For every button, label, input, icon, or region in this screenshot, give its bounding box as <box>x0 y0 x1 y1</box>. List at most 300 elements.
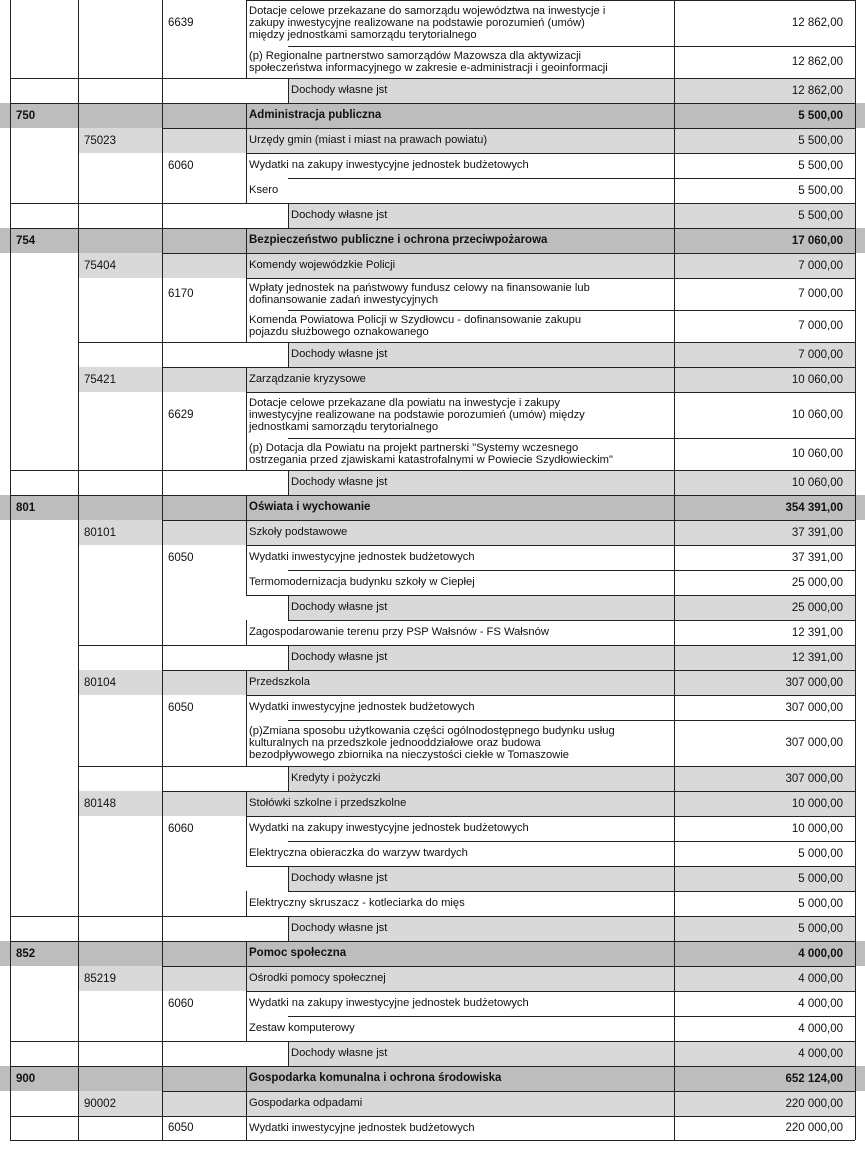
table-row-dzial <box>0 941 865 966</box>
row-amount: 7 000,00 <box>798 320 843 332</box>
table-row-paragraf <box>0 695 865 720</box>
row-divider <box>288 438 855 439</box>
column-divider <box>78 438 79 470</box>
column-divider <box>246 570 247 595</box>
column-divider <box>10 966 11 991</box>
column-divider <box>162 103 163 128</box>
row-code: 6629 <box>168 409 194 421</box>
row-code: 6639 <box>168 17 194 29</box>
column-divider <box>674 1091 675 1116</box>
column-divider <box>674 1016 675 1041</box>
column-divider <box>78 253 79 278</box>
row-amount: 4 000,00 <box>798 1022 843 1035</box>
row-code: 6050 <box>168 551 194 564</box>
column-divider <box>162 495 163 520</box>
row-code: 85219 <box>84 972 116 985</box>
column-divider <box>162 310 163 342</box>
column-divider <box>162 570 163 595</box>
row-divider <box>162 520 855 521</box>
row-amount: 354 391,00 <box>785 501 843 514</box>
column-divider <box>246 278 247 310</box>
row-description: Elektryczna obieraczka do warzyw twardych <box>249 847 468 860</box>
row-description: Oświata i wychowanie <box>249 501 371 514</box>
column-divider <box>10 645 11 670</box>
row-divider <box>10 228 855 229</box>
column-divider <box>10 310 11 342</box>
column-divider <box>855 866 856 891</box>
column-divider <box>246 253 247 278</box>
table-row-zrodlo <box>0 645 865 670</box>
row-code: 754 <box>16 234 36 247</box>
column-divider <box>10 178 11 203</box>
column-divider <box>78 78 79 103</box>
column-divider <box>855 816 856 841</box>
row-divider <box>10 203 855 204</box>
column-divider <box>78 203 79 228</box>
row-divider <box>78 342 855 343</box>
table-row-dzial <box>0 495 865 520</box>
column-divider <box>78 367 79 392</box>
column-divider <box>855 991 856 1016</box>
column-divider <box>855 791 856 816</box>
row-amount: 7 000,00 <box>798 259 843 272</box>
column-divider <box>674 495 675 520</box>
column-divider <box>162 342 163 367</box>
row-description: Wydatki inwestycyjne jednostek budżetowych <box>249 1121 475 1134</box>
row-description: Wydatki inwestycyjne jednostek budżetowych <box>249 551 475 564</box>
column-divider <box>10 816 11 841</box>
column-divider <box>10 103 11 128</box>
column-divider <box>674 766 675 791</box>
row-code: 90002 <box>84 1097 116 1110</box>
column-divider <box>78 1091 79 1116</box>
column-divider <box>78 791 79 816</box>
column-divider <box>246 720 247 766</box>
column-divider <box>78 1041 79 1066</box>
column-divider <box>78 470 79 495</box>
column-divider <box>246 392 247 438</box>
column-divider <box>674 570 675 595</box>
row-description: Pomoc społeczna <box>249 947 347 960</box>
row-description: Komenda Powiatowa Policji w Szydłowcu - dofinansowanie zakupu pojazdu służbowego oznakowanego <box>249 313 582 338</box>
column-divider <box>674 891 675 916</box>
table-row-rozdzial <box>0 791 865 816</box>
column-divider <box>78 1016 79 1041</box>
table-row-paragraf <box>0 153 865 178</box>
column-divider <box>674 670 675 695</box>
row-amount: 7 000,00 <box>798 288 843 300</box>
row-description: Komendy wojewódzkie Policji <box>249 259 396 272</box>
row-divider <box>246 153 855 154</box>
row-description: Bezpieczeństwo publiczne i ochrona przeciwpożarowa <box>249 234 548 247</box>
column-divider <box>855 620 856 645</box>
row-description: Dochody własne jst <box>288 78 674 103</box>
table-row-paragraf <box>0 991 865 1016</box>
column-divider <box>855 128 856 153</box>
column-divider <box>162 46 163 78</box>
column-divider <box>162 470 163 495</box>
row-divider <box>288 841 855 842</box>
row-amount: 12 862,00 <box>674 78 855 103</box>
row-code: 75421 <box>84 373 116 386</box>
column-divider <box>674 695 675 720</box>
column-divider <box>78 866 79 891</box>
column-divider <box>246 520 247 545</box>
column-divider <box>855 438 856 470</box>
row-description: Administracja publiczna <box>249 109 382 122</box>
row-amount: 5 000,00 <box>798 897 843 910</box>
column-divider <box>10 570 11 595</box>
column-divider <box>78 0 79 46</box>
column-divider <box>855 310 856 342</box>
column-divider <box>246 495 247 520</box>
row-description: Dotacje celowe przekazane dla powiatu na inwestycje i zakupy inwestycyjne realizowane na podstawie porozumień (umów) między jednostkami samorządu terytorialnego <box>249 396 585 434</box>
column-divider <box>674 866 675 891</box>
table-row-dzial <box>0 103 865 128</box>
column-divider <box>78 520 79 545</box>
row-description: (p) Regionalne partnerstwo samorządów Mazowsza dla aktywizacji społeczeństwa informacyjnego w zakresie e-administracji i geoinformacji <box>249 49 608 74</box>
column-divider <box>674 1116 675 1140</box>
row-amount: 220 000,00 <box>785 1097 843 1110</box>
column-divider <box>10 841 11 866</box>
column-divider <box>246 153 247 178</box>
row-divider <box>288 720 855 721</box>
column-divider <box>855 470 856 495</box>
column-divider <box>855 891 856 916</box>
column-divider <box>78 342 79 367</box>
row-description: Elektryczny skruszacz - kotleciarka do mięs <box>249 897 465 910</box>
column-divider <box>78 278 79 310</box>
column-divider <box>246 670 247 695</box>
table-row-zadanie <box>0 1016 865 1041</box>
row-code: 6060 <box>168 822 194 835</box>
column-divider <box>78 816 79 841</box>
column-divider <box>674 520 675 545</box>
column-divider <box>855 1041 856 1066</box>
row-amount: 652 124,00 <box>785 1072 843 1085</box>
column-divider <box>855 595 856 620</box>
column-divider <box>162 645 163 670</box>
column-divider <box>674 78 675 103</box>
column-divider <box>288 342 289 367</box>
column-divider <box>246 0 247 46</box>
table-row-zadanie <box>0 620 865 645</box>
column-divider <box>78 841 79 866</box>
column-divider <box>674 645 675 670</box>
column-divider <box>855 695 856 720</box>
column-divider <box>78 228 79 253</box>
column-divider <box>162 228 163 253</box>
column-divider <box>246 620 247 645</box>
column-divider <box>162 791 163 816</box>
row-divider <box>288 1016 855 1017</box>
column-divider <box>162 966 163 991</box>
column-divider <box>10 438 11 470</box>
column-divider <box>78 941 79 966</box>
row-divider <box>288 570 855 571</box>
column-divider <box>78 103 79 128</box>
column-divider <box>78 545 79 570</box>
column-divider <box>162 866 163 891</box>
table-row-paragraf <box>0 392 865 438</box>
row-divider <box>10 1041 855 1042</box>
row-divider <box>288 310 855 311</box>
column-divider <box>10 1016 11 1041</box>
column-divider <box>855 1091 856 1116</box>
column-divider <box>10 1041 11 1066</box>
column-divider <box>162 891 163 916</box>
column-divider <box>288 203 289 228</box>
table-row-rozdzial <box>0 966 865 991</box>
table-row-rozdzial <box>0 367 865 392</box>
row-description: Gospodarka komunalna i ochrona środowiska <box>249 1072 502 1085</box>
column-divider <box>855 228 856 253</box>
row-divider <box>246 545 855 546</box>
column-divider <box>78 645 79 670</box>
column-divider <box>674 595 675 620</box>
column-divider <box>674 1041 675 1066</box>
column-divider <box>855 0 856 46</box>
column-divider <box>162 253 163 278</box>
table-row-zrodlo <box>0 766 865 791</box>
table-row-zrodlo <box>0 866 865 891</box>
column-divider <box>674 342 675 367</box>
column-divider <box>10 766 11 791</box>
row-amount: 10 060,00 <box>674 470 855 495</box>
column-divider <box>162 695 163 720</box>
column-divider <box>674 310 675 342</box>
row-amount: 7 000,00 <box>674 342 855 367</box>
column-divider <box>855 720 856 766</box>
column-divider <box>162 941 163 966</box>
column-divider <box>10 941 11 966</box>
column-divider <box>78 1066 79 1091</box>
row-divider <box>78 766 855 767</box>
table-row-paragraf <box>0 816 865 841</box>
column-divider <box>246 1066 247 1091</box>
column-divider <box>78 178 79 203</box>
column-divider <box>288 916 289 941</box>
column-divider <box>10 1091 11 1116</box>
row-description: Ośrodki pomocy społecznej <box>249 972 386 985</box>
column-divider <box>246 991 247 1016</box>
table-row-paragraf <box>0 1116 865 1140</box>
column-divider <box>162 991 163 1016</box>
column-divider <box>674 392 675 438</box>
table-row-zrodlo <box>0 342 865 367</box>
column-divider <box>246 128 247 153</box>
column-divider <box>674 0 675 46</box>
column-divider <box>246 228 247 253</box>
column-divider <box>246 1116 247 1140</box>
column-divider <box>10 46 11 78</box>
column-divider <box>674 438 675 470</box>
row-divider <box>10 103 855 104</box>
row-amount: 12 391,00 <box>791 626 843 639</box>
column-divider <box>162 670 163 695</box>
column-divider <box>246 966 247 991</box>
column-divider <box>674 620 675 645</box>
column-divider <box>855 392 856 438</box>
column-divider <box>10 470 11 495</box>
column-divider <box>674 545 675 570</box>
row-amount: 5 500,00 <box>798 159 843 172</box>
row-divider <box>10 916 855 917</box>
row-code: 75404 <box>84 259 116 272</box>
row-divider <box>288 46 855 47</box>
row-divider <box>246 866 855 867</box>
column-divider <box>78 991 79 1016</box>
column-divider <box>162 128 163 153</box>
column-divider <box>10 595 11 620</box>
row-amount: 12 391,00 <box>674 645 855 670</box>
table-row-paragraf <box>0 545 865 570</box>
row-amount: 307 000,00 <box>785 737 843 749</box>
column-divider <box>162 1016 163 1041</box>
row-amount: 307 000,00 <box>785 701 843 714</box>
row-amount: 17 060,00 <box>791 234 843 247</box>
row-divider <box>10 1116 855 1117</box>
column-divider <box>288 470 289 495</box>
column-divider <box>246 816 247 841</box>
table-row-paragraf <box>0 278 865 310</box>
column-divider <box>246 1016 247 1041</box>
row-description: Dochody własne jst <box>288 916 674 941</box>
column-divider <box>855 670 856 695</box>
column-divider <box>246 438 247 470</box>
row-description: Stołówki szkolne i przedszkolne <box>249 797 407 810</box>
row-code: 6060 <box>168 159 194 172</box>
column-divider <box>674 367 675 392</box>
column-divider <box>674 916 675 941</box>
column-divider <box>78 595 79 620</box>
column-divider <box>674 966 675 991</box>
table-row-zrodlo <box>0 78 865 103</box>
row-description: (p) Dotacja dla Powiatu na projekt partnerski "Systemy wczesnego ostrzegania przed zjawiskami katastrofalnymi w Powiecie Szydłowieckim" <box>249 441 613 466</box>
column-divider <box>855 278 856 310</box>
row-divider <box>246 695 855 696</box>
column-divider <box>78 1116 79 1140</box>
column-divider <box>855 1066 856 1091</box>
column-divider <box>78 128 79 153</box>
row-divider <box>162 1091 855 1092</box>
column-divider <box>162 392 163 438</box>
column-divider <box>162 545 163 570</box>
column-divider <box>10 695 11 720</box>
table-row-zadanie <box>0 46 865 78</box>
column-divider <box>162 916 163 941</box>
row-divider <box>162 128 855 129</box>
column-divider <box>162 367 163 392</box>
column-divider <box>855 203 856 228</box>
row-divider <box>162 367 855 368</box>
row-code: 6170 <box>168 288 194 300</box>
row-description: Dochody własne jst <box>288 645 674 670</box>
table-row-zadanie <box>0 720 865 766</box>
column-divider <box>855 1016 856 1041</box>
column-divider <box>10 520 11 545</box>
table-row-rozdzial <box>0 670 865 695</box>
column-divider <box>288 595 289 620</box>
column-divider <box>674 816 675 841</box>
column-divider <box>855 520 856 545</box>
row-description: Gospodarka odpadami <box>249 1097 363 1110</box>
column-divider <box>855 841 856 866</box>
row-amount: 4 000,00 <box>798 947 843 960</box>
column-divider <box>162 0 163 46</box>
column-divider <box>288 78 289 103</box>
column-divider <box>78 720 79 766</box>
column-divider <box>10 128 11 153</box>
row-divider <box>162 791 855 792</box>
column-divider <box>855 916 856 941</box>
column-divider <box>162 278 163 310</box>
column-divider <box>855 78 856 103</box>
column-divider <box>78 495 79 520</box>
row-amount: 4 000,00 <box>798 972 843 985</box>
row-description: Zagospodarowanie terenu przy PSP Wałsnów - FS Wałsnów <box>249 626 549 639</box>
row-amount: 10 000,00 <box>791 797 843 810</box>
column-divider <box>246 46 247 78</box>
table-row-zadanie <box>0 841 865 866</box>
column-divider <box>162 1066 163 1091</box>
column-divider <box>246 791 247 816</box>
column-divider <box>246 941 247 966</box>
column-divider <box>674 278 675 310</box>
row-description: Kredyty i pożyczki <box>288 766 674 791</box>
row-description: Wydatki na zakupy inwestycyjne jednostek budżetowych <box>249 159 529 172</box>
column-divider <box>10 916 11 941</box>
column-divider <box>10 720 11 766</box>
column-divider <box>162 520 163 545</box>
row-divider <box>10 941 855 942</box>
table-row-zrodlo <box>0 203 865 228</box>
row-divider <box>246 392 855 393</box>
row-code: 80148 <box>84 797 116 810</box>
column-divider <box>162 620 163 645</box>
column-divider <box>78 620 79 645</box>
row-description: (p)Zmiana sposobu użytkowania części ogólnodostępnego budynku usług kulturalnych na przedszkole jednooddziałowe oraz budowa bezodpływowego zbiornika na nieczystości ciekłe w Tomaszowie <box>249 724 615 762</box>
row-amount: 5 500,00 <box>798 184 843 197</box>
column-divider <box>162 178 163 203</box>
row-amount: 10 060,00 <box>791 448 843 460</box>
row-divider <box>162 670 855 671</box>
column-divider <box>10 791 11 816</box>
column-divider <box>10 342 11 367</box>
column-divider <box>855 495 856 520</box>
column-divider <box>162 203 163 228</box>
table-row-zadanie <box>0 570 865 595</box>
column-divider <box>10 153 11 178</box>
row-amount: 4 000,00 <box>674 1041 855 1066</box>
row-description: Dotacje celowe przekazane do samorządu województwa na inwestycje i zakupy inwestycyjne realizowane na podstawie porozumień (umów) między jednostkami samorządu terytorialnego <box>249 4 606 42</box>
column-divider <box>855 570 856 595</box>
table-row-zrodlo <box>0 1041 865 1066</box>
table-row-zrodlo <box>0 595 865 620</box>
row-amount: 5 000,00 <box>798 847 843 860</box>
row-description: Wpłaty jednostek na państwowy fundusz celowy na finansowanie lub dofinansowanie zadań inwestycyjnych <box>249 281 590 306</box>
column-divider <box>855 367 856 392</box>
row-code: 750 <box>16 109 36 122</box>
row-amount: 220 000,00 <box>785 1122 843 1134</box>
column-divider <box>246 1091 247 1116</box>
column-divider <box>78 766 79 791</box>
row-description: Urzędy gmin (miast i miast na prawach powiatu) <box>249 134 488 147</box>
row-code: 75023 <box>84 134 116 147</box>
column-divider <box>288 866 289 891</box>
column-divider <box>855 1116 856 1140</box>
column-divider <box>674 103 675 128</box>
